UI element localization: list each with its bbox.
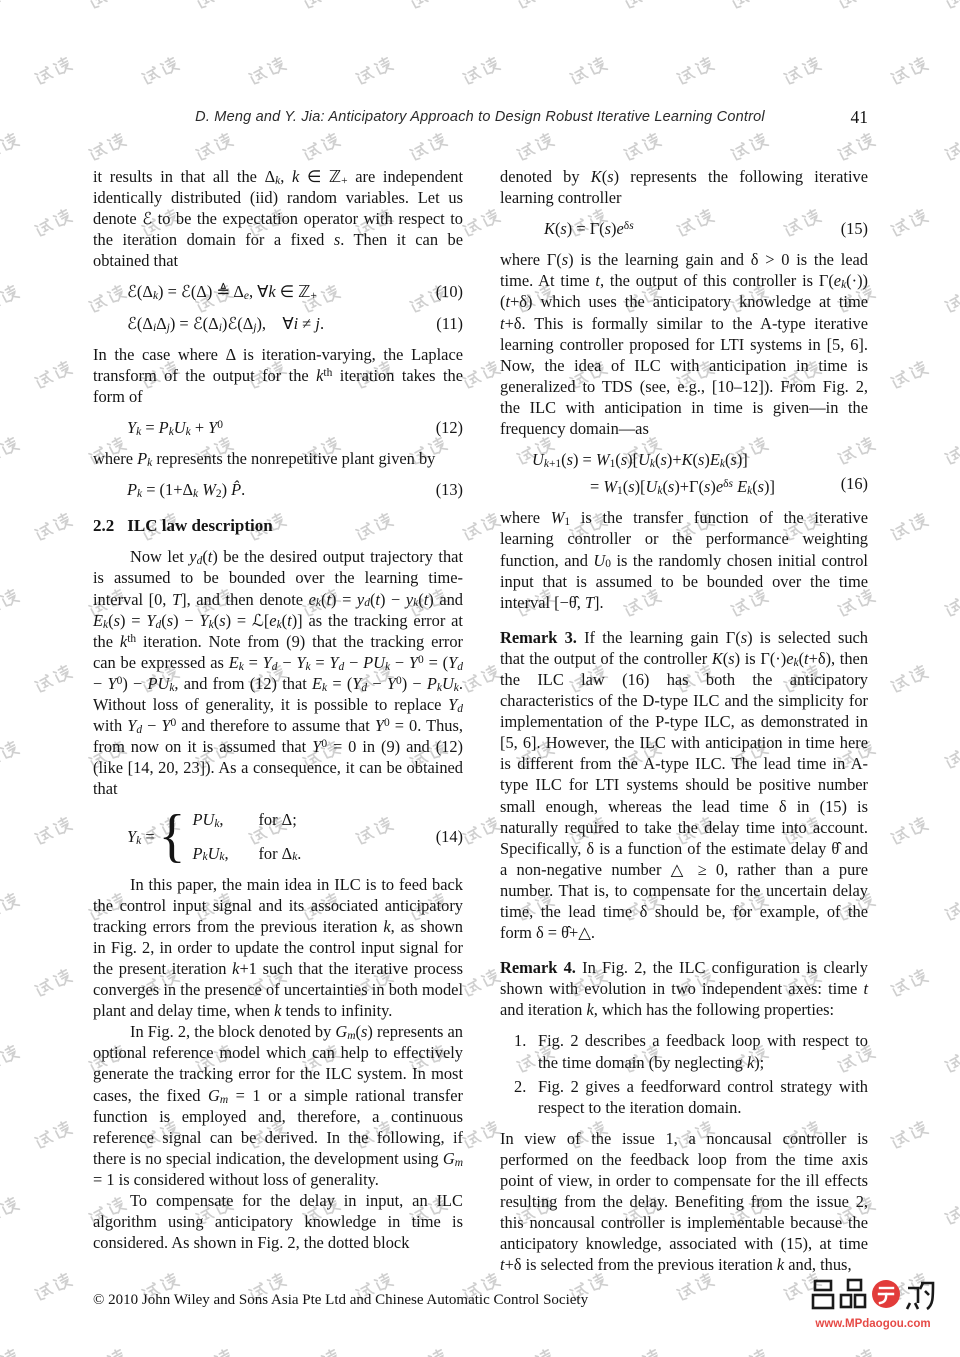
watermark: [459, 662, 503, 698]
watermark: [887, 1118, 931, 1154]
watermark: [0, 1346, 22, 1357]
watermark: [0, 282, 22, 318]
watermark: [941, 1346, 960, 1357]
numbered-list: [500, 1030, 868, 1117]
watermark: [0, 1194, 22, 1230]
watermark: [31, 510, 75, 546]
watermark: [0, 1042, 22, 1078]
watermark: [834, 1346, 878, 1357]
watermark: [620, 0, 664, 13]
paragraph-now-let: Now let $y_d(t)$ be the desired output trajectory that is assumed to be bounded over the learning time-interval [0, T], and then denote $e_k(t) = y_d(t) - y_k(t)$ and $E_k(s) = Y_d(s) - Y_k(s)$ = $ℒ[e_k(t)]$ as the tracking error at the $k^{th}$ iteration. Note from (9) that the tracking error can be expressed as $E_k = Y_d - Y_k = Y_d - PU_k - Y^0 = (Y_d - Y^0) - PU_k$, and from (12) that $E_k = (Y_d - Y^0) - P_kU_k$. Without loss of generality, it is possible to replace $Y_d$ with $Y_d - Y^0$ and therefore to assume that $Y^0 = 0$. Thus, from now on it is assumed that $Y^0 = 0$ in (9) and (12) (like [14, 20, 23]). As a consequence, it can be obtained that: [93, 547, 464, 799]
watermark: [834, 0, 878, 13]
list-item: [514, 1076, 868, 1118]
watermark: [727, 1346, 771, 1357]
left-column: [93, 166, 463, 1253]
site-logo: [806, 1278, 940, 1330]
watermark: [566, 54, 610, 90]
watermark: [299, 130, 343, 166]
watermark: [299, 1346, 343, 1357]
section-number: 2.2: [93, 516, 115, 536]
watermark: [192, 1346, 236, 1357]
watermark: [0, 890, 22, 926]
equation-10-number: (10): [435, 282, 463, 302]
watermark: [887, 358, 931, 394]
watermark: [31, 966, 75, 1002]
list-item-number: 2.: [514, 1076, 527, 1096]
watermark: [0, 130, 22, 166]
watermark: [459, 54, 503, 90]
paragraph-where-gamma: where Γ(s) is the learning gain and δ > 0 is the lead time. At time t, the output of this controller is $\Gamma(e_k(\cdot))(t+\delta)$ which uses the anticipatory knowledge at time t+δ. This is formally similar to the A-type iterative learning controller proposed for LTI systems in [5, 6]. Now, the idea of ILC with anticipation in time is generalized to TDS (see, e.g., [10–12]). From Fig. 2, the ILC with anticipation in time is given—in the frequency domain—as: [500, 250, 868, 439]
paragraph-denoted: denoted by K(s) represents the following iterative learning controller: [500, 167, 868, 208]
watermark: [834, 130, 878, 166]
cases-brace: {: [158, 803, 186, 869]
equation-16-number: (16): [840, 474, 868, 494]
watermark: [0, 586, 22, 622]
watermark: [887, 662, 931, 698]
right-column: [500, 166, 868, 1276]
page-number: 41: [850, 107, 868, 127]
equation-13-number: (13): [435, 480, 463, 500]
equation-14: [93, 803, 463, 869]
section-heading: [93, 515, 463, 536]
equation-10-body: $ℰ(\Delta_k)$ = ℰ(Δ) ≜ $\Delta_e$, ∀k ∈ ℤ$_+$: [127, 282, 317, 303]
watermark: [31, 1270, 75, 1306]
watermark: [941, 586, 960, 622]
equation-16-line2: = $W_1(s)[U_k(s)+\Gamma(s)e^{\delta s}$ $E_k(s)$]: [590, 477, 775, 498]
footer-copyright: © 2010 John Wiley and Sons Asia Pte Ltd and Chinese Automatic Control Society: [93, 1292, 589, 1308]
watermark: [941, 434, 960, 470]
paragraph-where-w1: where $W_1$ is the transfer function of the iterative learning controller or the performance weighting function, and $U_0$ is the randomly chosen initial control input that is assumed to be bounded over the time interval [−θ̂, T].: [500, 508, 869, 612]
watermark: [887, 54, 931, 90]
running-head-title: D. Meng and Y. Jia: Anticipatory Approach to Design Robust Iterative Learning Control: [195, 109, 765, 125]
paragraph-iteration-varying: In the case where Δ is iteration-varying, the Laplace transform of the output for the $k^{th}$ iteration takes the form of: [93, 344, 463, 406]
paragraph-gm: In Fig. 2, the block denoted by $G_m(s)$ represents an optional reference model which can help to effectively generate the tracking error for the ILC system. In most cases, the fixed $G_m = 1$ or a simple rational transfer function is employed and, therefore, a continuous reference signal can be derived. In the following, if there is no special indication, the development using $G_m = 1$ is considered without loss of generality.: [93, 1022, 463, 1189]
paragraph-main-idea: In this paper, the main idea in ILC is to feed back the control input signal and its associated anticipatory tracking errors from the previous iteration k, as shown in Fig. 2, in order to update the control input signal for the present iteration k+1 such that the iterative process converges in the presence of uncertainties in both model plant and delay time, when k tends to infinity.: [93, 874, 463, 1021]
watermark: [0, 0, 22, 13]
watermark: [459, 814, 503, 850]
watermark: [941, 1194, 960, 1230]
paragraph-compensate: To compensate for the delay in input, an ILC algorithm using anticipatory knowledge in time is considered. As shown in Fig. 2, the dotted block: [93, 1191, 463, 1253]
watermark: [887, 206, 931, 242]
watermark: [941, 0, 960, 13]
watermark: [727, 130, 771, 166]
equation-13: [93, 479, 463, 500]
equation-15: [500, 218, 868, 239]
equation-12: [93, 417, 463, 438]
watermark: [245, 54, 289, 90]
watermark: [941, 130, 960, 166]
equation-13-body: $P_k = (1+\Delta_k$ $W_2$) P̂.: [127, 480, 246, 501]
equation-14-row1-cond: for Δ;: [258, 810, 297, 830]
equation-16: [500, 449, 868, 497]
equation-14-row2-cond: for $\Delta_k$.: [258, 843, 302, 864]
equation-11-body: $ℰ(\Delta_i\Delta_j)$ = $ℰ(\Delta_i)ℰ(\Delta_j)$, ∀i ≠ j.: [127, 313, 325, 334]
list-item: [514, 1030, 868, 1072]
watermark: [887, 966, 931, 1002]
watermark: [941, 282, 960, 318]
equation-14-lhs: $Y_k$ =: [127, 826, 155, 847]
watermark: [31, 662, 75, 698]
section-title: ILC law description: [127, 516, 273, 536]
list-item-number: 1.: [514, 1031, 527, 1051]
watermark: [31, 54, 75, 90]
watermark: [85, 1346, 129, 1357]
watermark: [459, 1118, 503, 1154]
equation-14-row1-expr: $PU_k$,: [192, 810, 224, 831]
watermark: [299, 0, 343, 13]
watermark: [941, 738, 960, 774]
equation-14-number: (14): [435, 826, 463, 846]
watermark: [513, 130, 557, 166]
watermark: [406, 0, 450, 13]
watermark: [459, 510, 503, 546]
paragraph-where-pk: where $P_k$ represents the nonrepetitive plant given by: [93, 449, 436, 469]
watermark: [138, 54, 182, 90]
watermark: [352, 54, 396, 90]
watermark: [85, 130, 129, 166]
watermark: [780, 54, 824, 90]
remark-3: Remark 3. If the learning gain Γ(s) is selected such that the output of the controller K(s) is $\Gamma(\cdot)e_k(t+\delta)$, then the ILC law (16) has both the anticipatory characteristics of the D-type ILC and the simplicity for implementation of the P-type ILC, as demonstrated in [5, 6]. However, the ILC with anticipation in time here is different from the A-type ILC. The lead time in A-type ILC for LTI systems should be positive number small enough, whereas the lead time δ in (15) is naturally required to take the delay time into account. Specifically, δ is a function of the estimate delay θ̂ and a non-negative number △ ≥ 0, rather than a pure number. That is, to compensate for the uncertain delay time, the lead time δ should be, for example, of the form δ = θ̂+△.: [500, 627, 869, 943]
mpdaogou-url: www.MPdaogou.com: [815, 1318, 931, 1330]
watermark: [887, 814, 931, 850]
watermark: [31, 206, 75, 242]
watermark: [192, 130, 236, 166]
watermark: [192, 0, 236, 13]
mpdaogou-logo-icon: [811, 1278, 935, 1312]
equation-11: [93, 313, 463, 334]
paragraph-in-view: In view of the issue 1, a noncausal controller is performed on the feedback loop from the time axis point of view, in order to compensate for the ill effects resulting from the delay. Benefiting from the issue 2, this noncausal controller is implementable because the anticipatory knowledge, associated with (15), at time t+δ is selected from the previous iteration k and, thus,: [500, 1128, 868, 1275]
watermark: [31, 1118, 75, 1154]
equation-14-row2-expr: $P_kU_k$,: [192, 843, 229, 864]
list-item-text: Fig. 2 describes a feedback loop with respect to the time domain (by neglecting k);: [538, 1031, 868, 1072]
list-item-text: Fig. 2 gives a feedforward control strategy with respect to the iteration domain.: [538, 1076, 868, 1117]
watermark: [31, 814, 75, 850]
equation-16-line1: $U_{k+1}(s) = W_1(s)[U_k(s)+K(s)E_k(s)]$: [532, 450, 748, 471]
watermark: [941, 1042, 960, 1078]
watermark: [459, 966, 503, 1002]
watermark: [513, 0, 557, 13]
watermark: [887, 510, 931, 546]
watermark: [406, 130, 450, 166]
watermark: [620, 1346, 664, 1357]
equation-15-body: $K(s) = \Gamma(s)e^{\delta s}$: [544, 219, 634, 239]
watermark: [513, 1346, 557, 1357]
running-head: [0, 109, 960, 125]
watermark: [406, 1346, 450, 1357]
watermark: [0, 738, 22, 774]
equation-11-number: (11): [436, 313, 463, 333]
watermark: [459, 358, 503, 394]
watermark: [673, 54, 717, 90]
equation-12-body: $Y_k = P_kU_k + Y^0$: [127, 417, 224, 438]
equation-10: [93, 281, 463, 302]
remark-4: Remark 4. In Fig. 2, the ILC configuration is clearly shown with evolution in two independent axes: time t and iteration k, which has the following properties:: [500, 958, 868, 1020]
watermark: [727, 0, 771, 13]
equation-15-number: (15): [840, 219, 868, 239]
watermark: [0, 434, 22, 470]
equation-12-number: (12): [435, 417, 463, 437]
watermark: [941, 890, 960, 926]
watermark: [620, 130, 664, 166]
watermark: [85, 0, 129, 13]
watermark: [459, 206, 503, 242]
paragraph-intro: it results in that all the $\Delta_k$, k ∈ ℤ$_+$ are independent identically distributed (iid) random variables. Let us denote ℰ to be the expectation operator with respect to the iteration domain for a fixed s. Then it can be obtained that: [93, 167, 463, 271]
watermark: [31, 358, 75, 394]
